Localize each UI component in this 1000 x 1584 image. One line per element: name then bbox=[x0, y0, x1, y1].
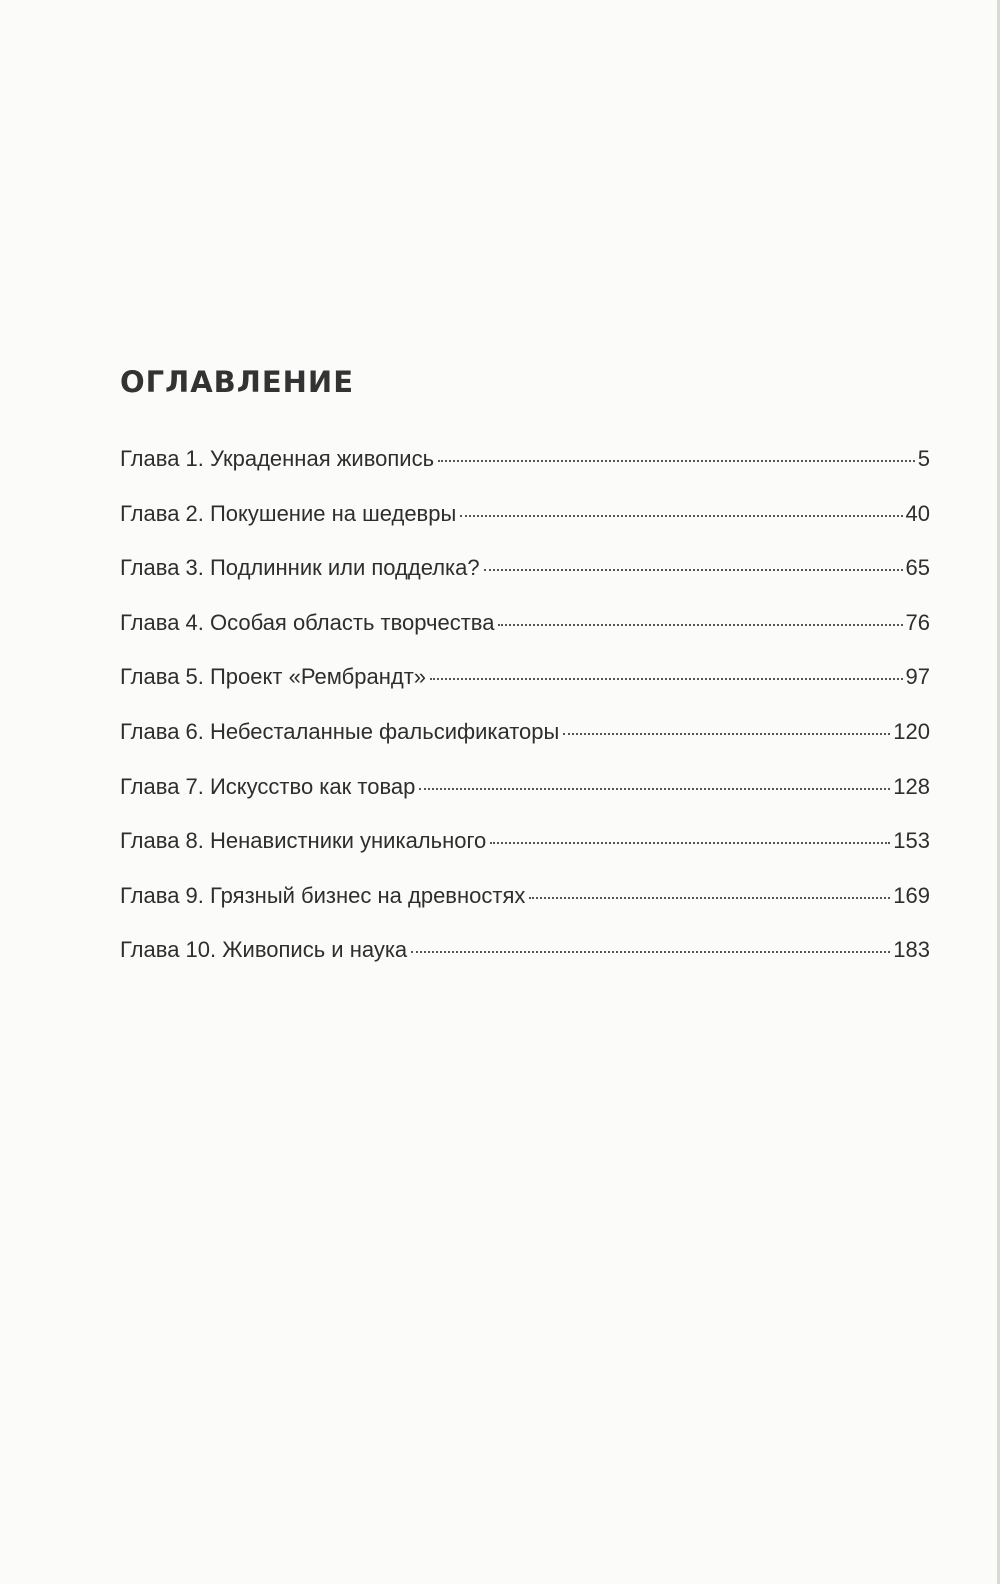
toc-entry bbox=[120, 555, 930, 610]
dot-leader bbox=[563, 733, 890, 735]
toc-list bbox=[120, 446, 930, 992]
toc-entry bbox=[120, 937, 930, 992]
toc-entry-page: 128 bbox=[893, 773, 930, 799]
toc-entry-page: 169 bbox=[893, 882, 930, 908]
dot-leader bbox=[490, 842, 890, 844]
toc-entry bbox=[120, 446, 930, 501]
dot-leader bbox=[438, 460, 915, 462]
dot-leader bbox=[411, 951, 890, 953]
dot-leader bbox=[484, 569, 903, 571]
toc-entry bbox=[120, 610, 930, 665]
toc-entry-title: Глава 3. Подлинник или подделка? bbox=[120, 555, 480, 581]
toc-entry-title: Глава 10. Живопись и наука bbox=[120, 937, 408, 963]
toc-entry-page: 183 bbox=[893, 937, 930, 963]
toc-entry bbox=[120, 774, 930, 829]
toc-entry-title: Глава 8. Ненавистники уникального bbox=[120, 828, 487, 854]
toc-entry-title: Глава 9. Грязный бизнес на древностях bbox=[120, 882, 526, 908]
toc-entry-title: Глава 6. Небесталанные фальсификаторы bbox=[120, 718, 560, 744]
toc-entry-page: 76 bbox=[905, 609, 930, 635]
toc-entry bbox=[120, 828, 930, 883]
toc-entry-title: Глава 2. Покушение на шедевры bbox=[120, 500, 457, 526]
dot-leader bbox=[529, 897, 890, 899]
toc-entry-title: Глава 7. Искусство как товар bbox=[120, 773, 416, 799]
toc-entry bbox=[120, 883, 930, 938]
dot-leader bbox=[498, 624, 902, 626]
toc-entry-page: 120 bbox=[893, 718, 930, 744]
table-of-contents bbox=[120, 362, 930, 992]
toc-entry-title: Глава 4. Особая область творчества bbox=[120, 609, 495, 635]
toc-entry-page: 5 bbox=[917, 446, 930, 471]
dot-leader bbox=[419, 788, 890, 790]
toc-entry-title: Глава 1. Украденная живопись bbox=[120, 446, 435, 471]
toc-entry bbox=[120, 501, 930, 556]
toc-entry bbox=[120, 719, 930, 774]
toc-entry-page: 97 bbox=[905, 664, 930, 690]
toc-heading: ОГЛАВЛЕНИЕ bbox=[120, 365, 355, 399]
toc-entry-title: Глава 5. Проект «Рембрандт» bbox=[120, 664, 427, 690]
toc-entry bbox=[120, 664, 930, 719]
dot-leader bbox=[430, 678, 903, 680]
toc-entry-page: 65 bbox=[905, 555, 930, 581]
dot-leader bbox=[460, 515, 902, 517]
toc-entry-page: 153 bbox=[893, 828, 930, 854]
toc-entry-page: 40 bbox=[905, 500, 930, 526]
